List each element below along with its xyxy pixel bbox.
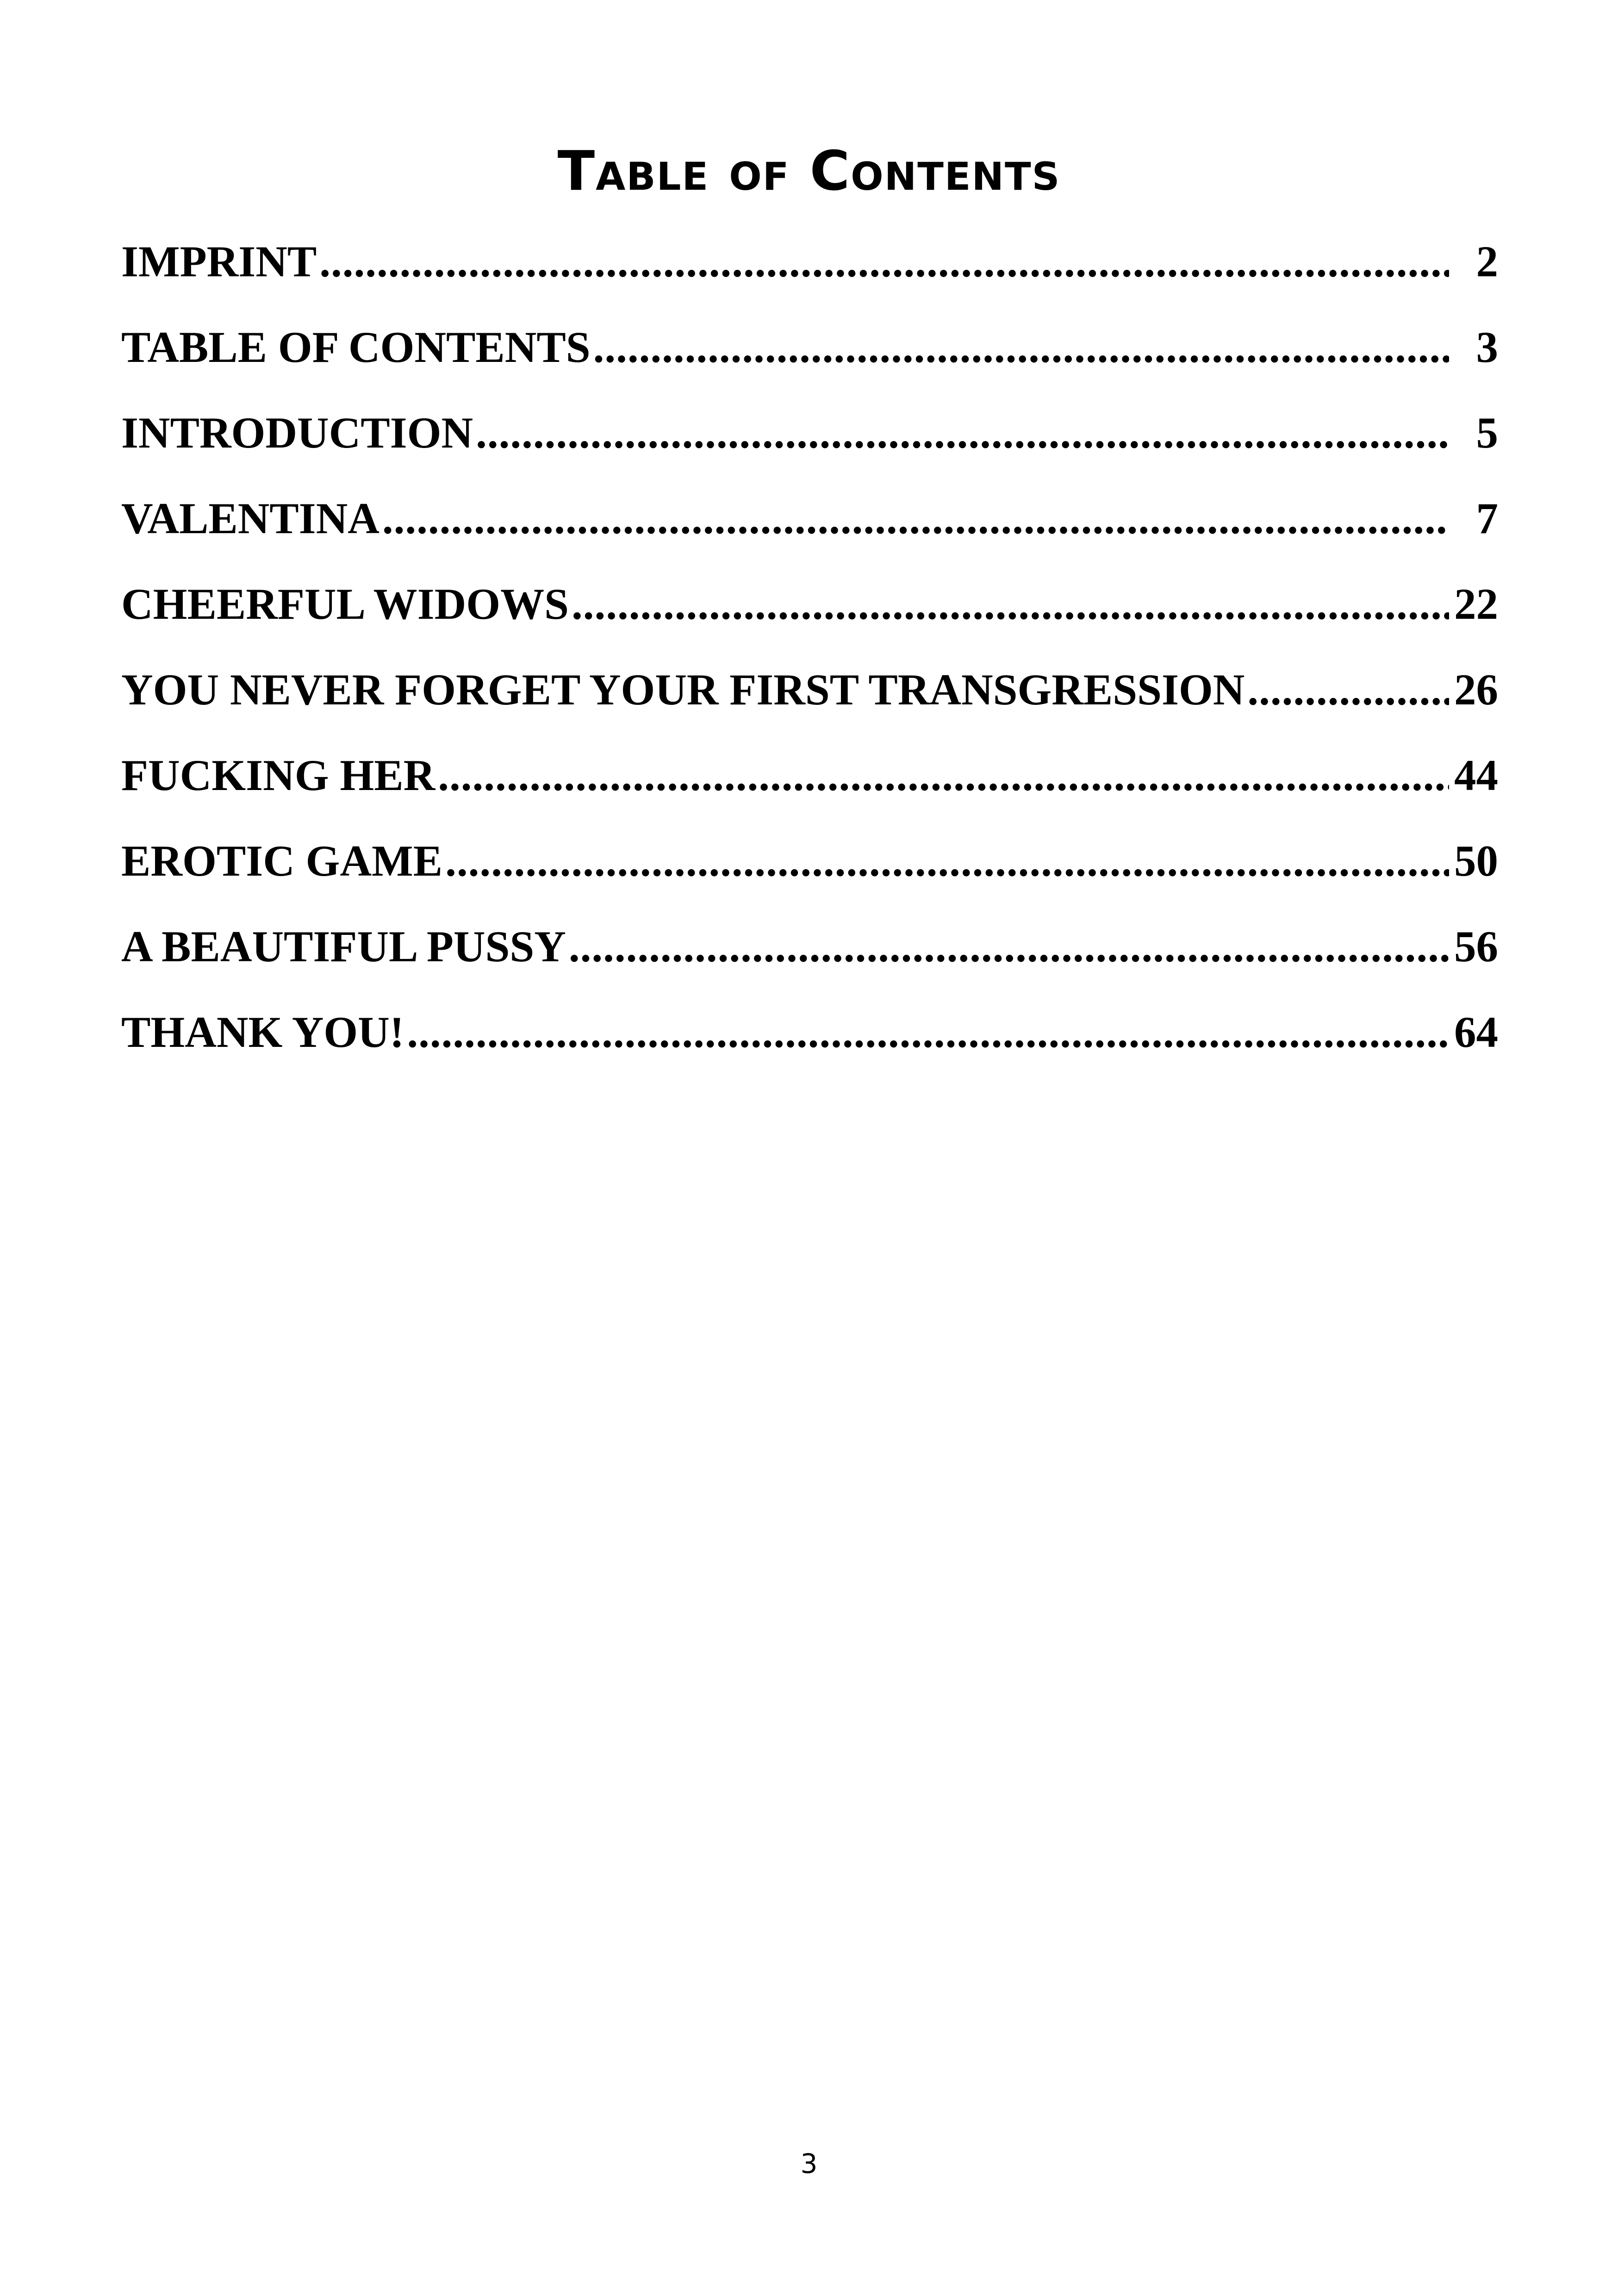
toc-entry-page: 50	[1454, 836, 1498, 885]
toc-entry-title: TABLE OF CONTENTS	[121, 323, 591, 372]
toc-entry-page: 2	[1476, 237, 1498, 286]
toc-entry-page: 22	[1454, 579, 1498, 628]
dot-leader	[1247, 657, 1449, 722]
toc-entry-title: VALENTINA	[121, 494, 380, 543]
toc-entry[interactable]	[121, 914, 1498, 1000]
toc-entry[interactable]	[121, 572, 1498, 657]
toc-entry[interactable]	[121, 1000, 1498, 1085]
toc-entry-page: 3	[1476, 323, 1498, 372]
dot-leader	[572, 572, 1449, 636]
dot-leader	[319, 229, 1449, 294]
toc-entry[interactable]	[121, 743, 1498, 828]
toc-entry-title: IMPRINT	[121, 237, 317, 286]
toc-entry[interactable]	[121, 229, 1498, 315]
toc-entry[interactable]	[121, 486, 1498, 572]
toc-entry[interactable]	[121, 400, 1498, 486]
dot-leader	[445, 828, 1449, 893]
dot-leader	[407, 1000, 1449, 1064]
toc-entry-page: 5	[1476, 408, 1498, 457]
dot-leader	[382, 486, 1449, 551]
dot-leader	[569, 914, 1449, 979]
toc-entry-title: CHEERFUL WIDOWS	[121, 579, 569, 628]
toc-entry-title: FUCKING HER	[121, 751, 436, 800]
toc-entry-title: EROTIC GAME	[121, 836, 443, 885]
toc-entry-page: 64	[1454, 1008, 1498, 1057]
toc-entry-page: 26	[1454, 665, 1498, 714]
toc-entry-title: YOU NEVER FORGET YOUR FIRST TRANSGRESSION	[121, 665, 1245, 714]
toc-entry[interactable]	[121, 315, 1498, 400]
dot-leader	[438, 743, 1449, 808]
toc-entry-title: A BEAUTIFUL PUSSY	[121, 922, 566, 971]
page-number: 3	[800, 2148, 818, 2179]
dot-leader	[593, 315, 1449, 380]
table-of-contents	[121, 229, 1498, 1085]
toc-entry-page: 7	[1476, 494, 1498, 543]
toc-entry-page: 56	[1454, 922, 1498, 971]
toc-entry[interactable]	[121, 828, 1498, 914]
dot-leader	[476, 400, 1449, 465]
toc-entry-page: 44	[1454, 751, 1498, 800]
page-title: Table of Contents	[557, 139, 1061, 203]
toc-entry[interactable]	[121, 657, 1498, 743]
toc-entry-title: INTRODUCTION	[121, 408, 473, 457]
toc-entry-title: THANK YOU!	[121, 1008, 404, 1057]
